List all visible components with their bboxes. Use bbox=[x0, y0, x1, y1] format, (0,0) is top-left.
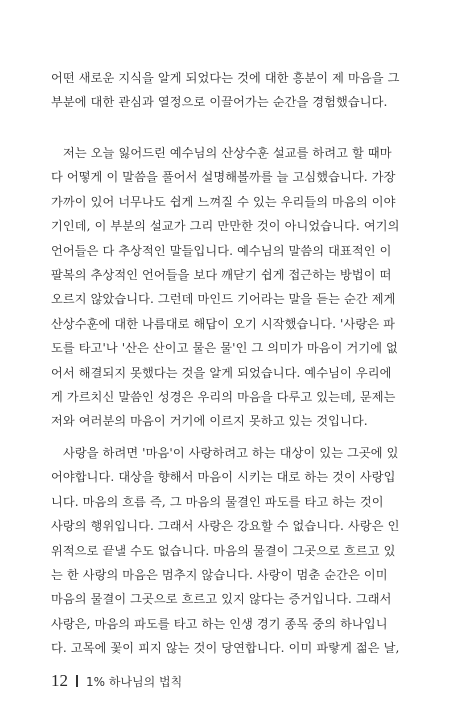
text-line: 산상수훈에 대한 나름대로 해답이 오기 시작했습니다. '사랑은 파 bbox=[51, 316, 395, 331]
text-line: 저와 여러분의 마음이 거기에 이르지 못하고 있는 것입니다. bbox=[51, 414, 368, 429]
text-line: 가까이 있어 너무나도 쉽게 느껴질 수 있는 우리들의 마음의 이야 bbox=[51, 194, 396, 209]
text-line: 사랑의 행위입니다. 그래서 사랑은 강요할 수 없습니다. 사랑은 인 bbox=[51, 519, 400, 534]
text-line: 어서 해결되지 못했다는 것을 알게 되었습니다. 예수님이 우리에 bbox=[51, 365, 392, 380]
text-line: 저는 오늘 잃어드린 예수님의 산상수훈 설교를 하려고 할 때마 bbox=[63, 146, 392, 160]
paragraph-3 bbox=[51, 441, 401, 661]
text-line: 기인데, 이 부분의 설교가 그리 만만한 것이 아니었습니다. 여기의 bbox=[51, 219, 400, 234]
footer-separator bbox=[76, 675, 78, 687]
text-line: 팔복의 추상적인 언어들을 보다 깨닫기 쉽게 접근하는 방법이 떠 bbox=[51, 267, 392, 282]
paragraph-1 bbox=[51, 66, 401, 115]
page-footer bbox=[51, 670, 182, 692]
text-line: 는 한 사랑의 마음은 멈추지 않습니다. 사랑이 멈춘 순간은 이미 bbox=[51, 567, 388, 582]
text-line: 니다. 마음의 흐름 즉, 그 마음의 물결인 파도를 타고 하는 것이 bbox=[51, 494, 384, 509]
paragraph-2 bbox=[51, 141, 401, 434]
text-line: 다. 고목에 꽃이 피지 않는 것이 당연합니다. 이미 파랗게 젊은 날, bbox=[51, 641, 400, 656]
text-line: 위적으로 끝낼 수도 없습니다. 마음의 물결이 그곳으로 흐르고 있 bbox=[51, 543, 396, 558]
text-line: 다 어떻게 이 말씀을 풀어서 설명해볼까를 늘 고심했습니다. 가장 bbox=[51, 170, 396, 185]
text-line: 사랑은, 마음의 파도를 타고 하는 인생 경기 종목 중의 하나입니 bbox=[51, 616, 388, 631]
text-line: 게 가르치신 말씀인 성경은 우리의 마음을 다루고 있는데, 문제는 bbox=[51, 389, 396, 404]
text-line: 어떤 새로운 지식을 알게 되었다는 것에 대한 흥분이 제 마음을 그 bbox=[51, 71, 400, 85]
text-line: 언어들은 다 추상적인 말들입니다. 예수님의 말씀의 대표적인 이 bbox=[51, 243, 392, 258]
text-line: 마음의 물결이 그곳으로 흐르고 있지 않다는 증거입니다. 그래서 bbox=[51, 592, 392, 607]
text-line: 오르지 않았습니다. 그런데 마인드 기어라는 말을 듣는 순간 제게 bbox=[51, 292, 396, 307]
running-title: 1% 하나님의 법칙 bbox=[86, 674, 183, 689]
text-line: 사랑을 하려면 '마음'이 사랑하려고 하는 대상이 있는 그곳에 있 bbox=[63, 446, 399, 460]
text-line: 어야합니다. 대상을 향해서 마음이 시키는 대로 하는 것이 사랑입 bbox=[51, 470, 396, 485]
text-line: 부분에 대한 관심과 열정으로 이끌어가는 순간을 경험했습니다. bbox=[51, 95, 388, 110]
text-line: 도를 타고'나 '산은 산이고 물은 물'인 그 의미가 마음이 거기에 없 bbox=[51, 341, 398, 356]
page-number: 12 bbox=[51, 671, 68, 690]
